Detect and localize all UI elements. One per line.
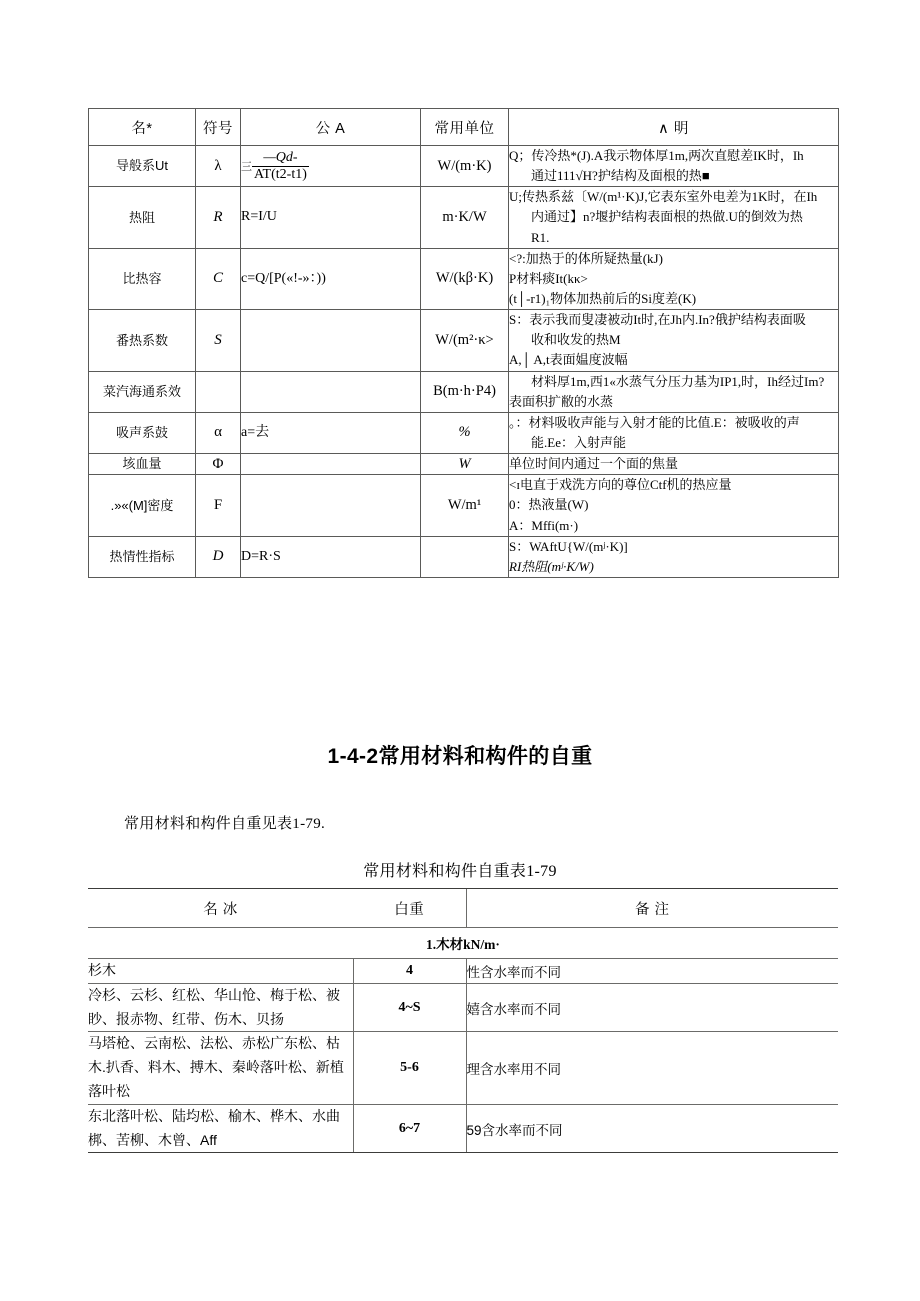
desc-line: U;传热系兹〔W/(m¹·K)J,它表东室外电差为1K时，在Ih [509,189,818,205]
table-row [89,454,839,475]
property-formula [241,146,421,187]
table-row [89,412,839,453]
property-symbol: S [196,310,241,371]
desc-line: (t│-r1)₁物体加热前后的Si度差(K) [509,290,697,306]
property-description [509,248,839,309]
property-unit: W [421,454,509,475]
material-weight: 5-6 [353,1032,466,1104]
desc-line: S：表示我而叟凄被动It时,在Jh内.In?俄护结构表面吸 [509,312,806,328]
table-row [89,187,839,248]
property-description [509,412,839,453]
property-name: .»«(M]密度 [89,475,196,536]
property-name: 菜汽海通系效 [89,371,196,412]
thermal-properties-table-wrapper [88,108,838,578]
property-description [509,146,839,187]
property-unit [421,536,509,577]
property-formula: a=去 [241,412,421,453]
table-row [89,310,839,371]
material-weight: 6~7 [353,1104,466,1153]
desc-line: 能.Ee：入射声能 [531,434,626,450]
table-row [89,371,839,412]
property-name: 比热容 [89,248,196,309]
property-description [509,310,839,371]
material-note: 嬉含水率而不同 [466,983,838,1032]
formula-fraction [252,150,309,183]
property-formula [241,454,421,475]
desc-line: R1. [531,229,550,245]
property-name: 热阻 [89,187,196,248]
property-symbol: F [196,475,241,536]
desc-line: <ɪ电直于戏洗方向的尊位Ctf机的热应量 [509,477,732,493]
property-name: 垓血量 [89,454,196,475]
property-unit: % [421,412,509,453]
property-symbol: Φ [196,454,241,475]
lead-paragraph: 常用材料和构件自重见表1-79. [124,816,326,832]
desc-line: Q；传冷热*(J).A我示物体厚1m,两次直慰差IK时，Ih [509,148,804,163]
material-name: 杉木 [88,959,353,984]
formula-numerator: —Qd- [252,150,309,167]
header-unit: 常用单位 [421,109,509,146]
desc-line: RI热阻(mʲ·K/W) [509,558,594,574]
desc-line: 材料厚1m,西1«水蒸气分压力基为IP1,时，Ih经过Im? [531,373,825,389]
property-formula [241,371,421,412]
property-unit: W/m¹ [421,475,509,536]
property-formula: R=I/U [241,187,421,248]
material-name: 马塔枪、云南松、法松、赤松广东松、枯木.扒香、料木、搏木、秦岭落叶松、新植落叶松 [88,1032,353,1104]
property-unit: B(m·h·P4) [421,371,509,412]
property-symbol: C [196,248,241,309]
desc-line: A：Mffi(m·) [509,517,579,533]
material-weight: 4 [353,959,466,984]
property-formula: c=Q/[P(«!-»：)) [241,248,421,309]
property-symbol: R [196,187,241,248]
material-note: 性含水率而不同 [466,959,838,984]
desc-line: 表面积扩敝的水蒸 [509,393,614,409]
header-description: ∧ 明 [509,109,839,146]
table-row [88,959,838,984]
property-description [509,536,839,577]
property-symbol: λ [196,146,241,187]
desc-line: A,│ A,t表面媪度波幅 [509,352,628,368]
desc-line: 通过111√H?护结构及面根的热■ [531,168,710,184]
property-description [509,475,839,536]
property-name: 番热系数 [89,310,196,371]
property-symbol: α [196,412,241,453]
table-group-row [88,928,838,959]
thermal-properties-table [88,108,839,578]
desc-line: 0：热液量(W) [509,497,589,513]
group-label: 1.木材kN/m· [88,928,838,959]
property-name: 热情性指标 [89,536,196,577]
table-header-row [88,889,838,928]
header-formula: 公 A [241,109,421,146]
property-name: 导般系Ut [89,146,196,187]
formula-prefix: 三 [241,160,252,173]
header-name: 名* [89,109,196,146]
formula-denominator: AT(t2-t1) [254,166,307,182]
property-unit: m·K/W [421,187,509,248]
material-note: 理含水率用不同 [466,1032,838,1104]
desc-line: 单位时间内通过一个面的焦量 [509,456,679,472]
property-description [509,454,839,475]
table-caption: 常用材料和构件自重表1-79 [363,863,557,880]
table-header-row [89,109,839,146]
table-row [88,1032,838,1104]
desc-line: 收和收发的热M [531,332,621,348]
material-note: 59含水率而不同 [466,1104,838,1153]
property-symbol [196,371,241,412]
property-formula [241,310,421,371]
desc-line: S：WAftU{W/(mʲ·K)] [509,538,628,554]
desc-line: 内通过】n?堰护结构表面根的热做.U的倒效为热 [531,209,803,225]
material-name: 东北落叶松、陆均松、榆木、桦木、水曲梆、苦柳、木曾、Aff [88,1104,353,1153]
property-unit: W/(kβ·K) [421,248,509,309]
material-weight: 4~S [353,983,466,1032]
material-name: 冷杉、云杉、红松、华山怆、梅于松、被眇、报赤物、红带、伤木、贝扬 [88,983,353,1032]
header-material-name: 名 冰 [88,889,353,928]
property-description [509,371,839,412]
desc-line: P材料痰It(kκ> [509,270,588,286]
header-remarks: 备 注 [466,889,838,928]
section-title: 1-4-2常用材料和构件的自重 [327,745,593,768]
header-symbol: 符号 [196,109,241,146]
table-row [88,1104,838,1153]
property-unit: W/(m²·κ> [421,310,509,371]
property-formula: D=R·S [241,536,421,577]
table-row [89,146,839,187]
property-unit: W/(m·K) [421,146,509,187]
property-name: 吸声系鼓 [89,412,196,453]
table-row [89,536,839,577]
header-self-weight: 白重 [353,889,466,928]
property-formula [241,475,421,536]
desc-line: <?:加热于的体所疑热量(kJ) [509,250,663,266]
property-symbol: D [196,536,241,577]
table-row [88,983,838,1032]
table-row [89,248,839,309]
material-weight-table [88,888,838,1153]
property-description [509,187,839,248]
table-row [89,475,839,536]
desc-line: 。：材料吸收声能与入射才能的比值.E：被吸收的声 [509,414,800,430]
material-weight-table-wrapper [88,888,838,1153]
